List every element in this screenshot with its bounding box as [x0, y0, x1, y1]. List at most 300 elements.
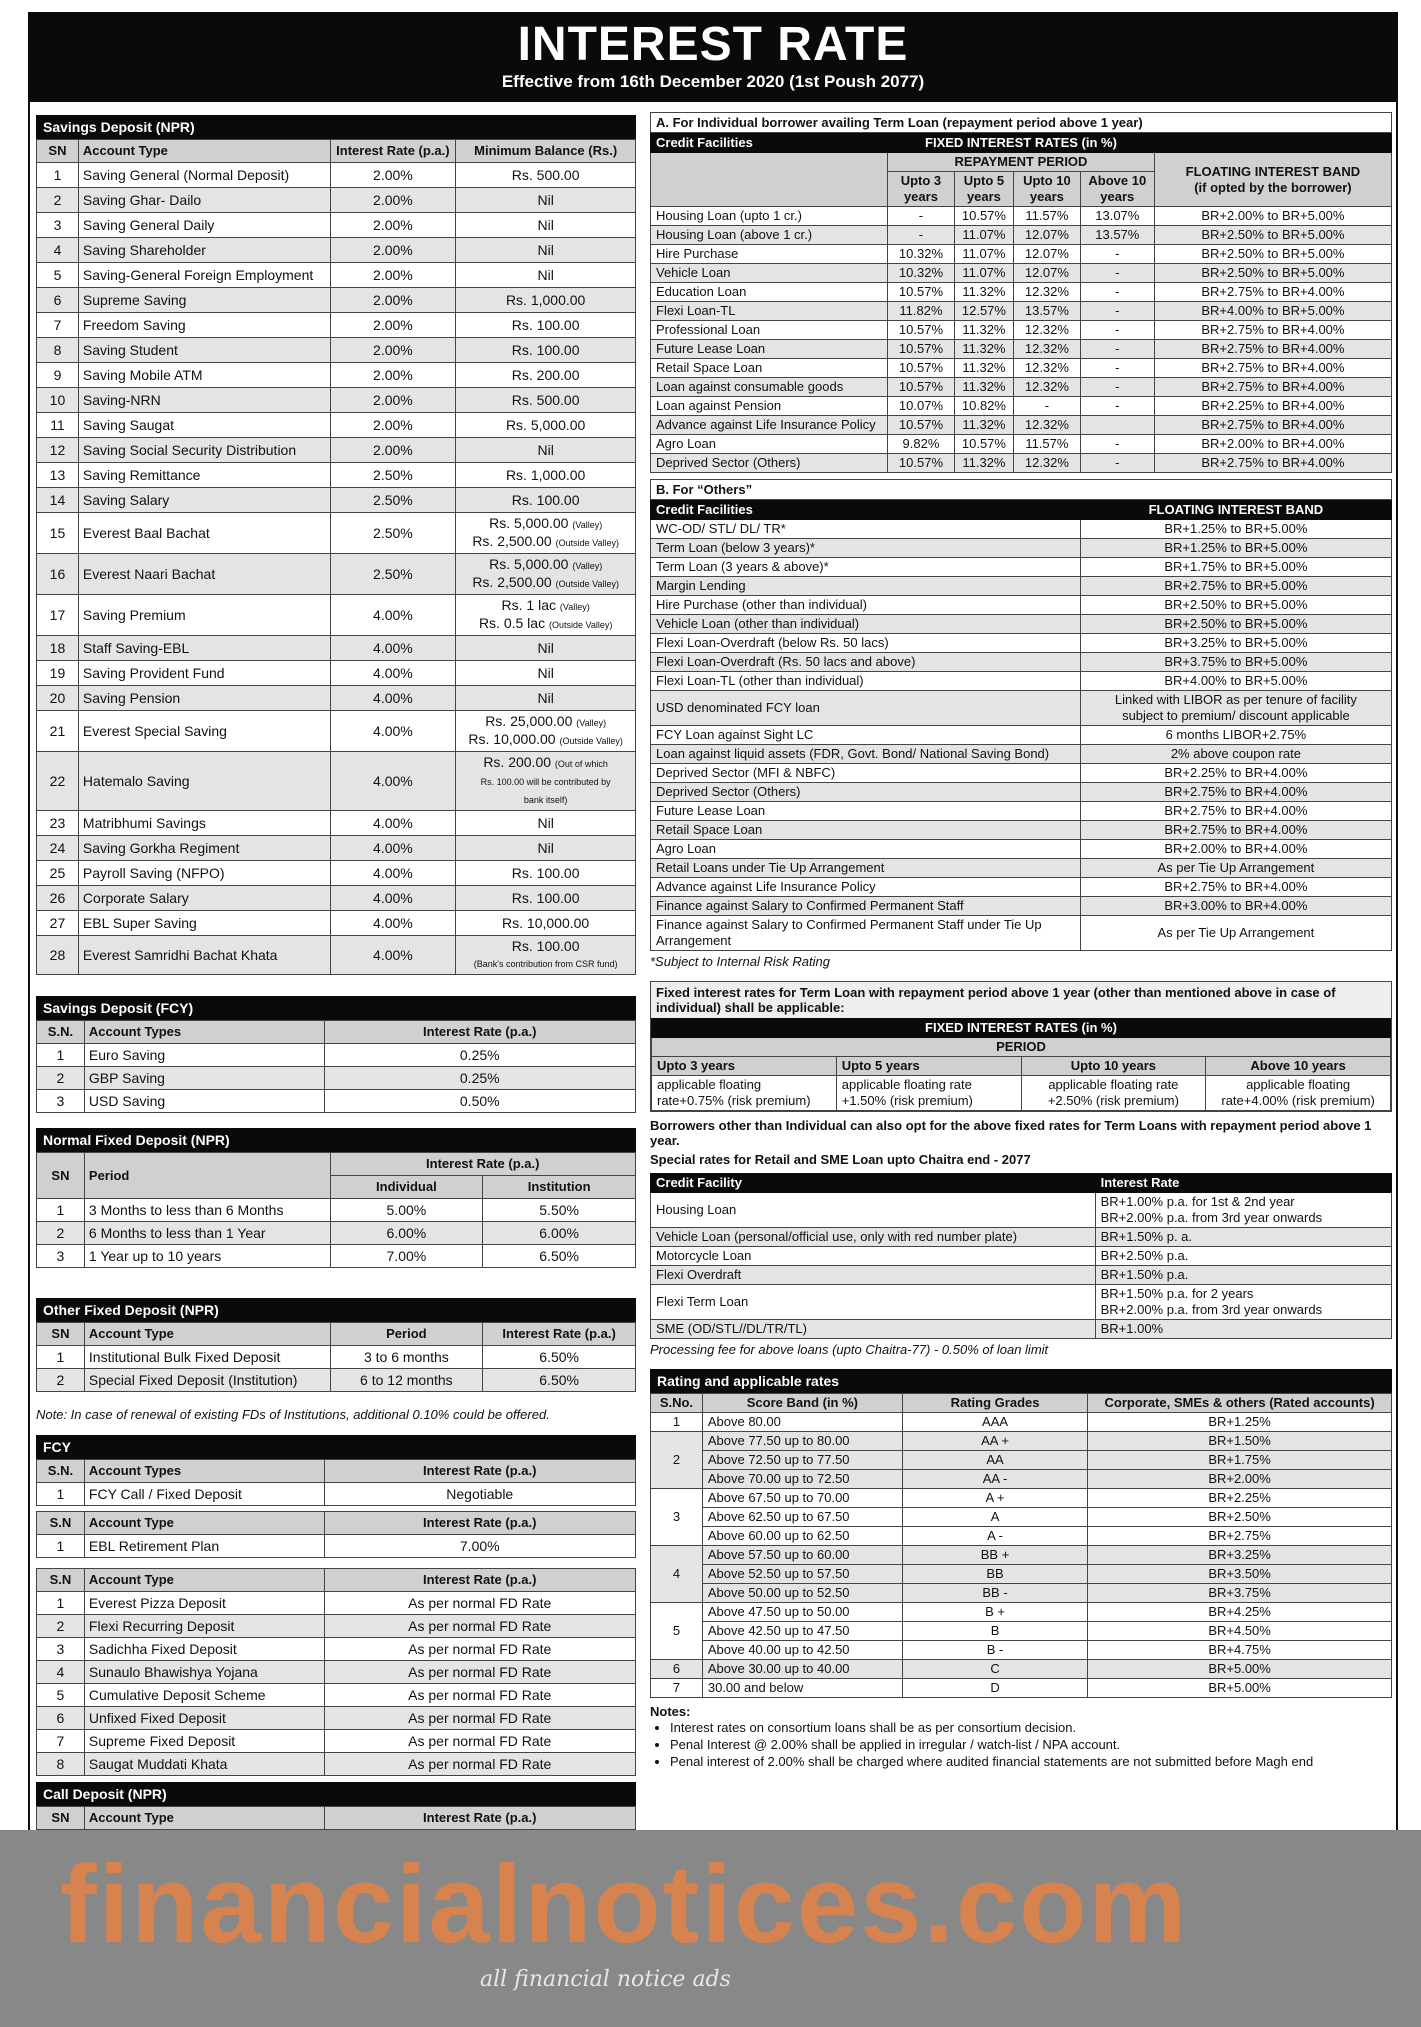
table-cell: 8	[37, 1753, 85, 1776]
table-cell: Hatemalo Saving	[78, 752, 330, 811]
cell-line	[1101, 1194, 1386, 1210]
cell-main-text: Rs. 10,000.00	[468, 731, 560, 747]
table-cell: -	[1080, 302, 1154, 321]
table-cell: BR+2.75% to BR+4.00%	[1154, 359, 1391, 378]
table-cell: Payroll Saving (NFPO)	[78, 861, 330, 886]
table-cell: 12.07%	[1014, 264, 1081, 283]
cell-main-text: Rs. 0.5 lac	[478, 615, 549, 631]
table-cell: 12.32%	[1014, 378, 1081, 397]
other-fd-table	[36, 1322, 636, 1392]
table-cell: Nil	[456, 238, 636, 263]
table-cell: 4.00%	[330, 811, 456, 836]
rating-table	[650, 1393, 1392, 1698]
column-header: Account Type	[78, 140, 330, 163]
table-cell: Nil	[456, 686, 636, 711]
column-header: Period	[330, 1323, 483, 1346]
table-cell: 2.00%	[330, 388, 456, 413]
column-header: FLOATING INTEREST BAND	[1080, 501, 1391, 520]
table-cell: Housing Loan	[651, 1193, 1096, 1228]
table-cell: 1	[37, 1592, 85, 1615]
table-cell: Housing Loan (upto 1 cr.)	[651, 207, 888, 226]
table-row	[37, 686, 636, 711]
table-cell: 4.00%	[330, 936, 456, 975]
header-row	[37, 1807, 636, 1830]
cell-note-text: Rs. 100.00 will be contributed by	[480, 777, 611, 787]
cell-line	[460, 938, 631, 954]
table-cell: Nil	[456, 438, 636, 463]
table-row	[37, 413, 636, 438]
cell-line	[460, 533, 631, 551]
table-row	[37, 213, 636, 238]
table-row	[651, 397, 1392, 416]
table-cell: 23	[37, 811, 79, 836]
table-cell: 10.32%	[888, 264, 955, 283]
table-cell: 1	[651, 1413, 703, 1432]
table-cell: 9	[37, 363, 79, 388]
table-cell: Rs. 500.00	[456, 388, 636, 413]
table-cell: 6	[37, 288, 79, 313]
cell-line	[1211, 1077, 1385, 1093]
header-row	[37, 140, 636, 163]
table-cell: BR+3.75% to BR+5.00%	[1080, 653, 1391, 672]
table-row	[37, 463, 636, 488]
savings-fcy-section	[36, 996, 636, 1113]
cell-line	[460, 515, 631, 533]
table-cell: Saving Premium	[78, 595, 330, 636]
table-cell: 2.50%	[330, 554, 456, 595]
table-cell: Rs. 100.00	[456, 313, 636, 338]
table-cell: BR+2.50% p.a.	[1095, 1247, 1391, 1266]
table-cell: 3	[37, 1638, 85, 1661]
table-cell: Staff Saving-EBL	[78, 636, 330, 661]
table-cell: 2	[37, 1615, 85, 1638]
table-row	[37, 861, 636, 886]
table-cell: 3	[37, 213, 79, 238]
table-cell: 12.32%	[1014, 283, 1081, 302]
table-cell: 1 Year up to 10 years	[84, 1245, 330, 1268]
table-cell: 12.57%	[954, 302, 1013, 321]
table-row	[651, 764, 1392, 783]
header-row	[651, 1174, 1392, 1193]
table-cell: Above 30.00 up to 40.00	[702, 1660, 902, 1679]
table-cell: -	[1080, 264, 1154, 283]
special-rates-title: Special rates for Retail and SME Loan upto Chaitra end - 2077	[650, 1152, 1031, 1167]
section-b-table	[650, 500, 1392, 951]
table-cell: AAA	[902, 1413, 1087, 1432]
header-row	[37, 1153, 636, 1176]
table-row	[651, 691, 1392, 726]
table-cell: GBP Saving	[84, 1067, 324, 1090]
table-cell: Future Lease Loan	[651, 802, 1081, 821]
table-cell: BB +	[902, 1546, 1087, 1565]
table-cell: Retail Loans under Tie Up Arrangement	[651, 859, 1081, 878]
column-header: S.N	[37, 1569, 85, 1592]
table-cell: Deprived Sector (MFI & NBFC)	[651, 764, 1081, 783]
table-row	[37, 1753, 636, 1776]
rating-section	[650, 1369, 1392, 1698]
table-cell: BR+5.00%	[1088, 1660, 1392, 1679]
table-cell: Above 47.50 up to 50.00	[702, 1603, 902, 1622]
savings-npr-table	[36, 139, 636, 975]
cell-main-text: BR+2.00% p.a. from 3rd year onwards	[1100, 1302, 1323, 1317]
table-cell: 6	[651, 1660, 703, 1679]
table-cell: -	[1080, 378, 1154, 397]
table-cell: 11.57%	[1014, 207, 1081, 226]
table-cell: 2.00%	[330, 263, 456, 288]
table-row	[651, 840, 1392, 859]
table-cell: Rs. 100.00	[456, 886, 636, 911]
header-row	[37, 1021, 636, 1044]
table-row	[651, 821, 1392, 840]
cell-note-text: (Valley)	[572, 561, 603, 571]
table-cell: 10.07%	[888, 397, 955, 416]
cell-main-text: Upto 5	[963, 173, 1005, 188]
table-cell: 12	[37, 438, 79, 463]
table-row	[37, 338, 636, 363]
table-cell: 2	[37, 1067, 85, 1090]
table-cell: BB -	[902, 1584, 1087, 1603]
table-row	[37, 1090, 636, 1113]
section-a-title: A. For Individual borrower availing Term Loan (repayment period above 1 year)	[650, 112, 1392, 133]
table-cell: Saving Ghar- Dailo	[78, 188, 330, 213]
table-cell: Everest Special Saving	[78, 711, 330, 752]
column-header: Institution	[483, 1176, 636, 1199]
table-cell: 25	[37, 861, 79, 886]
table-cell: Everest Samridhi Bachat Khata	[78, 936, 330, 975]
table-cell: 18	[37, 636, 79, 661]
table-cell: 4	[37, 1661, 85, 1684]
column-header: Interest Rate (p.a.)	[324, 1460, 636, 1483]
cell-note-text: (Valley)	[559, 602, 590, 612]
table-row	[651, 859, 1392, 878]
cell-main-text: Rs. 1 lac	[501, 597, 560, 613]
table-cell: Housing Loan (above 1 cr.)	[651, 226, 888, 245]
table-cell: 4	[37, 238, 79, 263]
table-cell: USD denominated FCY loan	[651, 691, 1081, 726]
table-cell: BR+2.50% to BR+5.00%	[1080, 615, 1391, 634]
table-cell: 27	[37, 911, 79, 936]
table-row	[651, 454, 1392, 473]
cell-main-text: years	[1100, 189, 1135, 204]
table-cell: BR+4.00% to BR+5.00%	[1154, 302, 1391, 321]
table-cell: Saving Social Security Distribution	[78, 438, 330, 463]
fcy-table	[36, 1459, 636, 1506]
savings-npr-section	[36, 115, 636, 975]
table-cell: BR+3.25% to BR+5.00%	[1080, 634, 1391, 653]
table-cell: Saving Mobile ATM	[78, 363, 330, 388]
cell-main-text: Rs. 25,000.00	[485, 713, 577, 729]
table-cell: Nil	[456, 836, 636, 861]
cell-main-text: years	[903, 189, 938, 204]
table-cell: Rs. 100.00	[456, 488, 636, 513]
cell-note-text: (Out of which	[554, 759, 608, 769]
table-row	[651, 1413, 1392, 1432]
table-cell: BR+3.00% to BR+4.00%	[1080, 897, 1391, 916]
table-cell: Saugat Muddati Khata	[84, 1753, 324, 1776]
table-row	[37, 886, 636, 911]
table-cell: B	[902, 1622, 1087, 1641]
cell-main-text: Rs. 100.00	[511, 938, 580, 954]
table-cell: Supreme Saving	[78, 288, 330, 313]
table-row	[651, 916, 1392, 951]
table-cell: Agro Loan	[651, 435, 888, 454]
table-cell: 24	[37, 836, 79, 861]
cell-main-text: Rs. 5,000.00	[489, 556, 573, 572]
table-cell: 11.57%	[1014, 435, 1081, 454]
table-cell: Saving Pension	[78, 686, 330, 711]
table-cell: 11.32%	[954, 340, 1013, 359]
table-cell: 1	[37, 1346, 85, 1369]
table-cell: As per normal FD Rate	[324, 1592, 636, 1615]
table-cell: Above 60.00 up to 62.50	[702, 1527, 902, 1546]
column-header	[1014, 172, 1081, 207]
table-cell: 3 Months to less than 6 Months	[84, 1199, 330, 1222]
table-cell: 6	[37, 1707, 85, 1730]
retirement-table	[36, 1511, 636, 1558]
table-cell: Saving-General Foreign Employment	[78, 263, 330, 288]
header-row	[37, 1460, 636, 1483]
table-cell	[1095, 1193, 1391, 1228]
table-cell: 2.00%	[330, 438, 456, 463]
table-cell	[836, 1076, 1021, 1111]
table-row	[37, 1707, 636, 1730]
table-cell: Supreme Fixed Deposit	[84, 1730, 324, 1753]
cell-main-text: Linked with LIBOR as per tenure of facility	[1114, 692, 1357, 707]
table-cell: 11.32%	[954, 359, 1013, 378]
table-cell: BR+2.75% to BR+4.00%	[1080, 878, 1391, 897]
fixed-rates-table	[651, 1018, 1391, 1111]
table-row	[37, 911, 636, 936]
table-cell: 2.00%	[330, 363, 456, 388]
table-cell: 2	[651, 1432, 703, 1489]
cell-note-text: (Bank's contribution from CSR fund)	[473, 959, 618, 969]
cell-line	[1086, 173, 1149, 189]
column-header: Credit Facilities	[651, 134, 888, 153]
cell-main-text: BR+1.00% p.a. for 1st & 2nd year	[1100, 1194, 1295, 1209]
table-cell: 13	[37, 463, 79, 488]
column-header	[954, 172, 1013, 207]
table-cell: 17	[37, 595, 79, 636]
table-cell: A +	[902, 1489, 1087, 1508]
header-row	[37, 1323, 636, 1346]
retirement-section	[36, 1511, 636, 1558]
table-cell: 4.00%	[330, 861, 456, 886]
table-cell: BB	[902, 1565, 1087, 1584]
table-cell: 11	[37, 413, 79, 438]
table-cell: BR+1.75%	[1088, 1451, 1392, 1470]
table-cell: 1	[37, 1483, 85, 1506]
table-cell: Advance against Life Insurance Policy	[651, 878, 1081, 897]
table-cell: -	[1080, 397, 1154, 416]
table-cell	[456, 936, 636, 975]
column-header: Interest Rate (p.a.)	[330, 1153, 636, 1176]
column-header	[888, 172, 955, 207]
table-cell: Unfixed Fixed Deposit	[84, 1707, 324, 1730]
table-cell: Institutional Bulk Fixed Deposit	[84, 1346, 330, 1369]
table-cell: BR+3.50%	[1088, 1565, 1392, 1584]
cell-main-text: Rs. 2,500.00	[472, 574, 556, 590]
table-cell: 7	[37, 313, 79, 338]
table-cell: Rs. 10,000.00	[456, 911, 636, 936]
table-cell: Everest Naari Bachat	[78, 554, 330, 595]
cell-main-text: rate+4.00% (risk premium)	[1221, 1093, 1375, 1108]
table-cell: USD Saving	[84, 1090, 324, 1113]
table-row	[37, 288, 636, 313]
table-cell: BR+2.75% to BR+4.00%	[1154, 340, 1391, 359]
column-header	[1154, 134, 1391, 153]
cell-line	[1086, 189, 1149, 205]
table-cell: 7.00%	[324, 1535, 636, 1558]
table-cell: 2	[37, 188, 79, 213]
table-cell: 10.57%	[888, 359, 955, 378]
table-cell: 0.25%	[324, 1067, 636, 1090]
table-row	[651, 1546, 1392, 1565]
section-b-title: B. For “Others”	[650, 479, 1392, 500]
table-cell: 4.00%	[330, 836, 456, 861]
table-cell: BR+4.50%	[1088, 1622, 1392, 1641]
table-cell: Professional Loan	[651, 321, 888, 340]
table-cell	[456, 711, 636, 752]
table-cell: 20	[37, 686, 79, 711]
header-row	[651, 134, 1392, 153]
column-header: Interest Rate (p.a.)	[324, 1512, 636, 1535]
table-cell: 2	[37, 1369, 85, 1392]
table-cell: 19	[37, 661, 79, 686]
table-cell	[1021, 1076, 1206, 1111]
table-cell: 2.50%	[330, 488, 456, 513]
table-row	[37, 554, 636, 595]
table-cell: Saving Salary	[78, 488, 330, 513]
table-row	[37, 752, 636, 811]
table-cell: 4.00%	[330, 711, 456, 752]
table-cell: 26	[37, 886, 79, 911]
table-cell	[456, 752, 636, 811]
cell-main-text: BR+1.50% p.a. for 2 years	[1100, 1286, 1254, 1301]
table-cell: BR+2.50% to BR+5.00%	[1154, 245, 1391, 264]
table-cell: As per normal FD Rate	[324, 1730, 636, 1753]
table-cell: Saving-NRN	[78, 388, 330, 413]
table-cell: Saving Shareholder	[78, 238, 330, 263]
table-row	[651, 1247, 1392, 1266]
table-row	[651, 435, 1392, 454]
table-cell: Everest Pizza Deposit	[84, 1592, 324, 1615]
table-cell: 7	[651, 1679, 703, 1698]
table-cell: 11.32%	[954, 416, 1013, 435]
table-cell: BR+2.75% to BR+5.00%	[1080, 577, 1391, 596]
table-row	[651, 897, 1392, 916]
table-cell: -	[1080, 435, 1154, 454]
column-header: Rating Grades	[902, 1394, 1087, 1413]
column-header: Minimum Balance (Rs.)	[456, 140, 636, 163]
column-header	[1080, 172, 1154, 207]
other-fd-section	[36, 1298, 636, 1392]
table-cell: Above 62.50 up to 67.50	[702, 1508, 902, 1527]
table-cell: 1	[37, 1535, 85, 1558]
table-cell: Education Loan	[651, 283, 888, 302]
table-cell: Loan against liquid assets (FDR, Govt. Bond/ National Saving Bond)	[651, 745, 1081, 764]
table-cell: AA +	[902, 1432, 1087, 1451]
table-row	[37, 1044, 636, 1067]
table-row	[651, 1489, 1392, 1508]
header-row	[37, 1569, 636, 1592]
cell-note-text: (Valley)	[576, 718, 607, 728]
table-cell: 11.32%	[954, 283, 1013, 302]
cell-note-text: (Valley)	[572, 520, 603, 530]
cell-line	[1101, 1210, 1386, 1226]
table-row	[37, 238, 636, 263]
table-cell: Loan against Pension	[651, 397, 888, 416]
table-row	[37, 1592, 636, 1615]
table-cell: WC-OD/ STL/ DL/ TR*	[651, 520, 1081, 539]
table-cell: -	[1080, 283, 1154, 302]
table-cell: Nil	[456, 636, 636, 661]
table-row	[651, 1641, 1392, 1660]
cell-line	[1027, 1093, 1201, 1109]
table-cell: 12.32%	[1014, 359, 1081, 378]
table-cell: As per Tie Up Arrangement	[1080, 916, 1391, 951]
table-cell: Nil	[456, 811, 636, 836]
table-cell: 2.00%	[330, 413, 456, 438]
table-row	[651, 1584, 1392, 1603]
table-cell: FCY Call / Fixed Deposit	[84, 1483, 324, 1506]
table-cell: 2.50%	[330, 463, 456, 488]
table-row	[651, 577, 1392, 596]
table-cell: 4.00%	[330, 661, 456, 686]
table-cell	[1206, 1076, 1391, 1111]
cell-line	[1019, 189, 1075, 205]
cell-main-text: Above 10	[1088, 173, 1147, 188]
header-row	[652, 1019, 1391, 1038]
table-cell: BR+1.75% to BR+5.00%	[1080, 558, 1391, 577]
table-cell: 13.57%	[1080, 226, 1154, 245]
table-cell: 2% above coupon rate	[1080, 745, 1391, 764]
table-cell: 4.00%	[330, 886, 456, 911]
table-row	[651, 245, 1392, 264]
table-cell: 8	[37, 338, 79, 363]
table-cell: BR+2.00%	[1088, 1470, 1392, 1489]
cell-main-text: Upto 3	[900, 173, 942, 188]
table-cell: Above 70.00 up to 72.50	[702, 1470, 902, 1489]
table-row	[651, 321, 1392, 340]
table-row	[651, 615, 1392, 634]
column-header: PERIOD	[652, 1038, 1391, 1057]
table-cell: -	[1080, 340, 1154, 359]
column-header: S.N.	[37, 1460, 85, 1483]
table-cell: EBL Super Saving	[78, 911, 330, 936]
table-cell: 0.25%	[324, 1044, 636, 1067]
table-cell: BR+1.50% p. a.	[1095, 1228, 1391, 1247]
table-cell: 22	[37, 752, 79, 811]
table-cell: BR+2.75% to BR+4.00%	[1154, 378, 1391, 397]
table-row	[651, 672, 1392, 691]
table-row	[651, 264, 1392, 283]
table-cell: Vehicle Loan (other than individual)	[651, 615, 1081, 634]
table-row	[37, 1730, 636, 1753]
table-row	[651, 1193, 1392, 1228]
table-cell: 2.00%	[330, 288, 456, 313]
table-row	[651, 1432, 1392, 1451]
cell-line	[1160, 180, 1386, 196]
table-cell: BR+2.25% to BR+4.00%	[1154, 397, 1391, 416]
section-title: Rating and applicable rates	[650, 1369, 1392, 1393]
table-cell: 5	[37, 1684, 85, 1707]
table-row	[37, 1615, 636, 1638]
table-row	[37, 263, 636, 288]
table-row	[37, 388, 636, 413]
table-cell: C	[902, 1660, 1087, 1679]
table-cell: Special Fixed Deposit (Institution)	[84, 1369, 330, 1392]
table-cell: -	[1014, 397, 1081, 416]
